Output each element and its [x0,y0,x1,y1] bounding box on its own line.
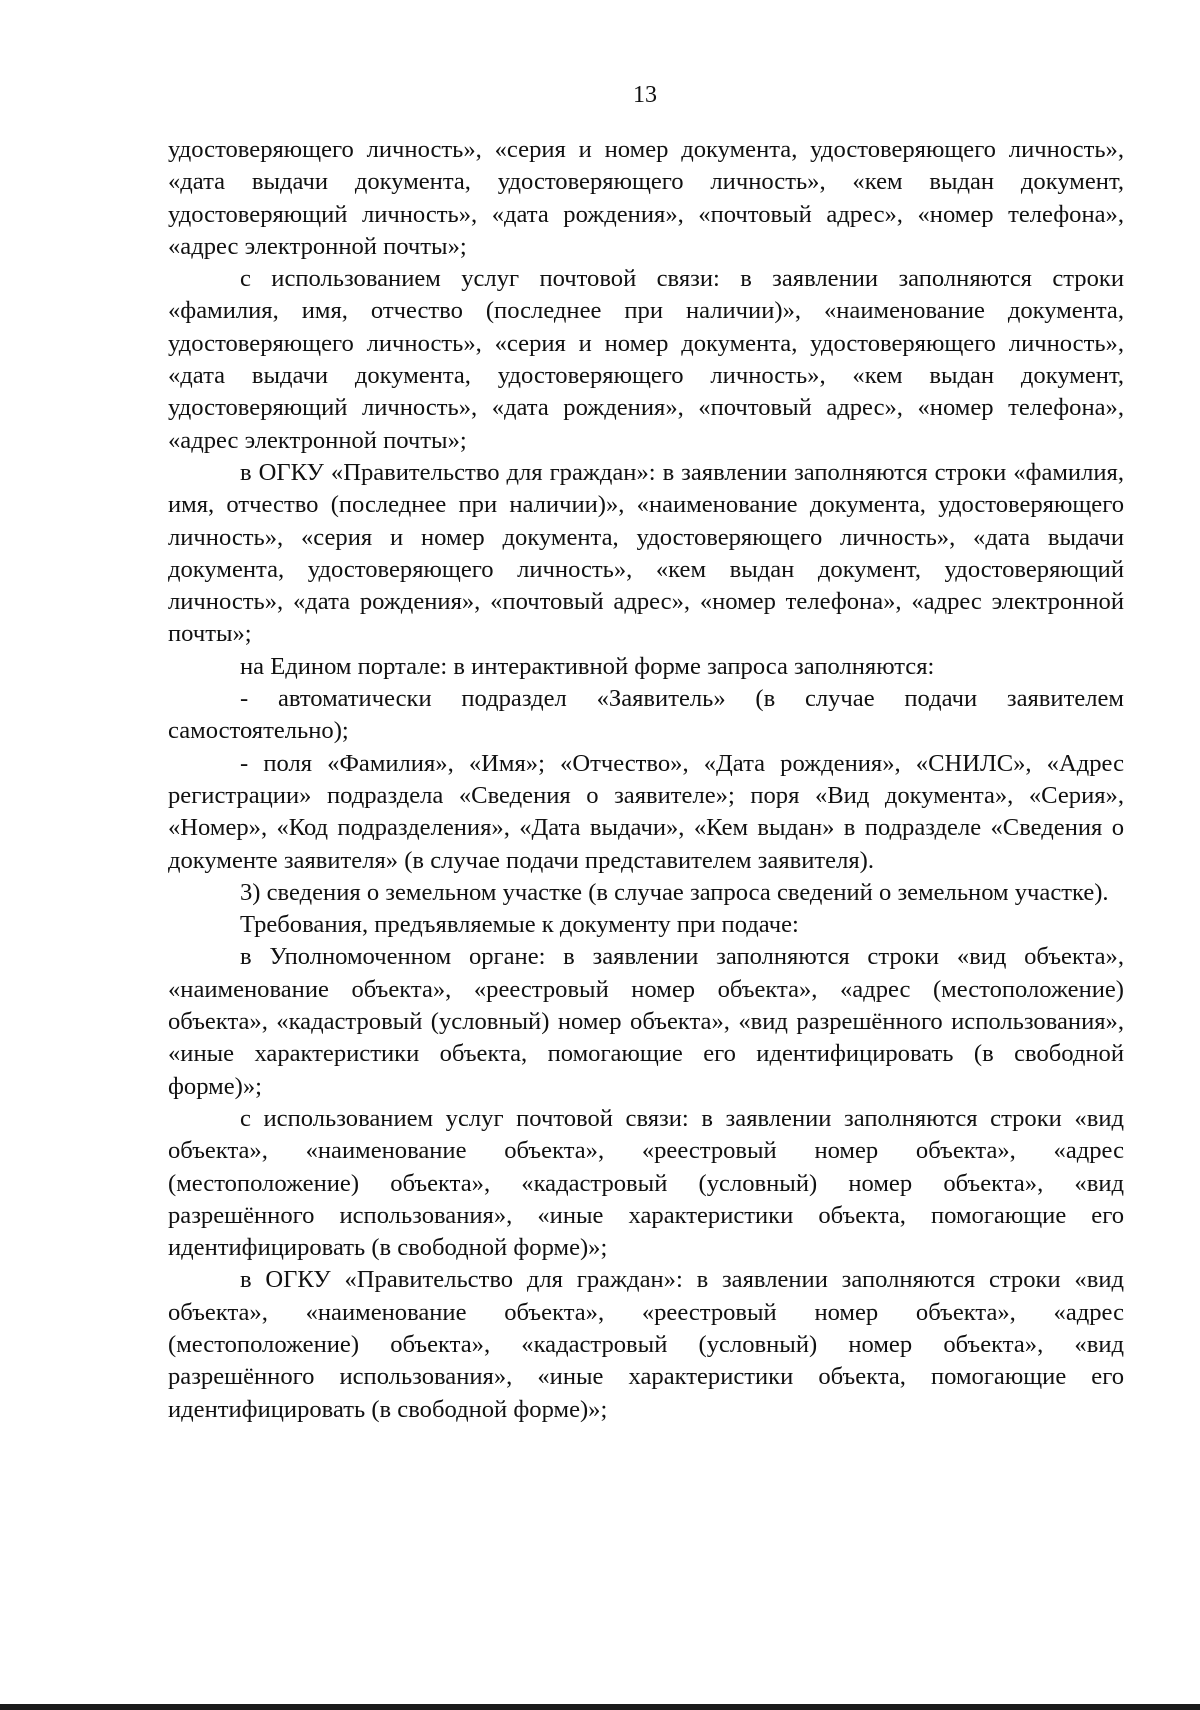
paragraph-land-plot-item: 3) сведения о земельном участке (в случае запроса сведений о земельном участке). [240,878,1109,906]
document-body [168,134,1124,1426]
scan-bottom-edge [0,1704,1200,1710]
paragraph-identity-fields-end: удостоверяющего личность», «серия и номер документа, удостоверяющего личность», «дата выдачи документа, удостоверяющего личность», «кем выдан документ, удостоверяющий личность», «дата рождения», «почтовый адрес», «номер телефона», «адрес электронной почты»; [168,136,1124,260]
paragraph-ogku-object: в ОГКУ «Правительство для граждан»: в заявлении заполняются строки «вид объекта», «наименование объекта», «реестровый номер объекта», «адрес (местоположение) объекта», «кадастровый (условный) номер объекта», «вид разрешённого использования», «иные характеристики объекта, помогающие его идентифицировать (в свободной форме)»; [168,1266,1124,1423]
paragraph-portal-intro: на Едином портале: в интерактивной форме запроса заполняются: [240,652,935,680]
paragraph-postal-object: с использованием услуг почтовой связи: в заявлении заполняются строки «вид объекта», «наименование объекта», «реестровый номер объекта», «адрес (местоположение) объекта», «кадастровый (условный) номер объекта», «вид разрешённого использования», «иные характеристики объекта, помогающие его идентифицировать (в свободной форме)»; [168,1104,1124,1262]
paragraph-portal-fields: - поля «Фамилия», «Имя»; «Отчество», «Дата рождения», «СНИЛС», «Адрес регистрации» подраздела «Сведения о заявителе»; поря «Вид документа», «Серия», «Номер», «Код подразделения», «Дата выдачи», «Кем выдан» в подразделе «Сведения о документе заявителя» (в случае подачи представителем заявителя). [168,749,1124,874]
paragraph-ogku-applicant: в ОГКУ «Правительство для граждан»: в заявлении заполняются строки «фамилия, имя, отчество (последнее при наличии)», «наименование документа, удостоверяющего личность», «серия и номер документа, удостоверяющего личность», «дата выдачи документа, удостоверяющего личность», «кем выдан документ, удостоверяющий личность», «дата рождения», «почтовый адрес», «номер телефона», «адрес электронной почты»; [168,458,1124,648]
paragraph-authorized-body-object: в Уполномоченном органе: в заявлении заполняются строки «вид объекта», «наименование объекта», «реестровый номер объекта», «адрес (местоположение) объекта», «кадастровый (условный) номер объекта», «вид разрешённого использования», «иные характеристики объекта, помогающие его идентифицировать (в свободной форме)»; [168,943,1124,1100]
paragraph-postal-applicant: с использованием услуг почтовой связи: в заявлении заполняются строки «фамилия, имя, отчество (последнее при наличии)», «наименование документа, удостоверяющего личность», «серия и номер документа, удостоверяющего личность», «дата выдачи документа, удостоверяющего личность», «кем выдан документ, удостоверяющий личность», «дата рождения», «почтовый адрес», «номер телефона», «адрес электронной почты»; [168,265,1124,454]
paragraph-portal-auto: - автоматически подраздел «Заявитель» (в случае подачи заявителем самостоятельно); [168,685,1124,745]
paragraph-requirements-heading: Требования, предъявляемые к документу при подаче: [240,911,799,939]
page-number: 13 [633,82,657,108]
